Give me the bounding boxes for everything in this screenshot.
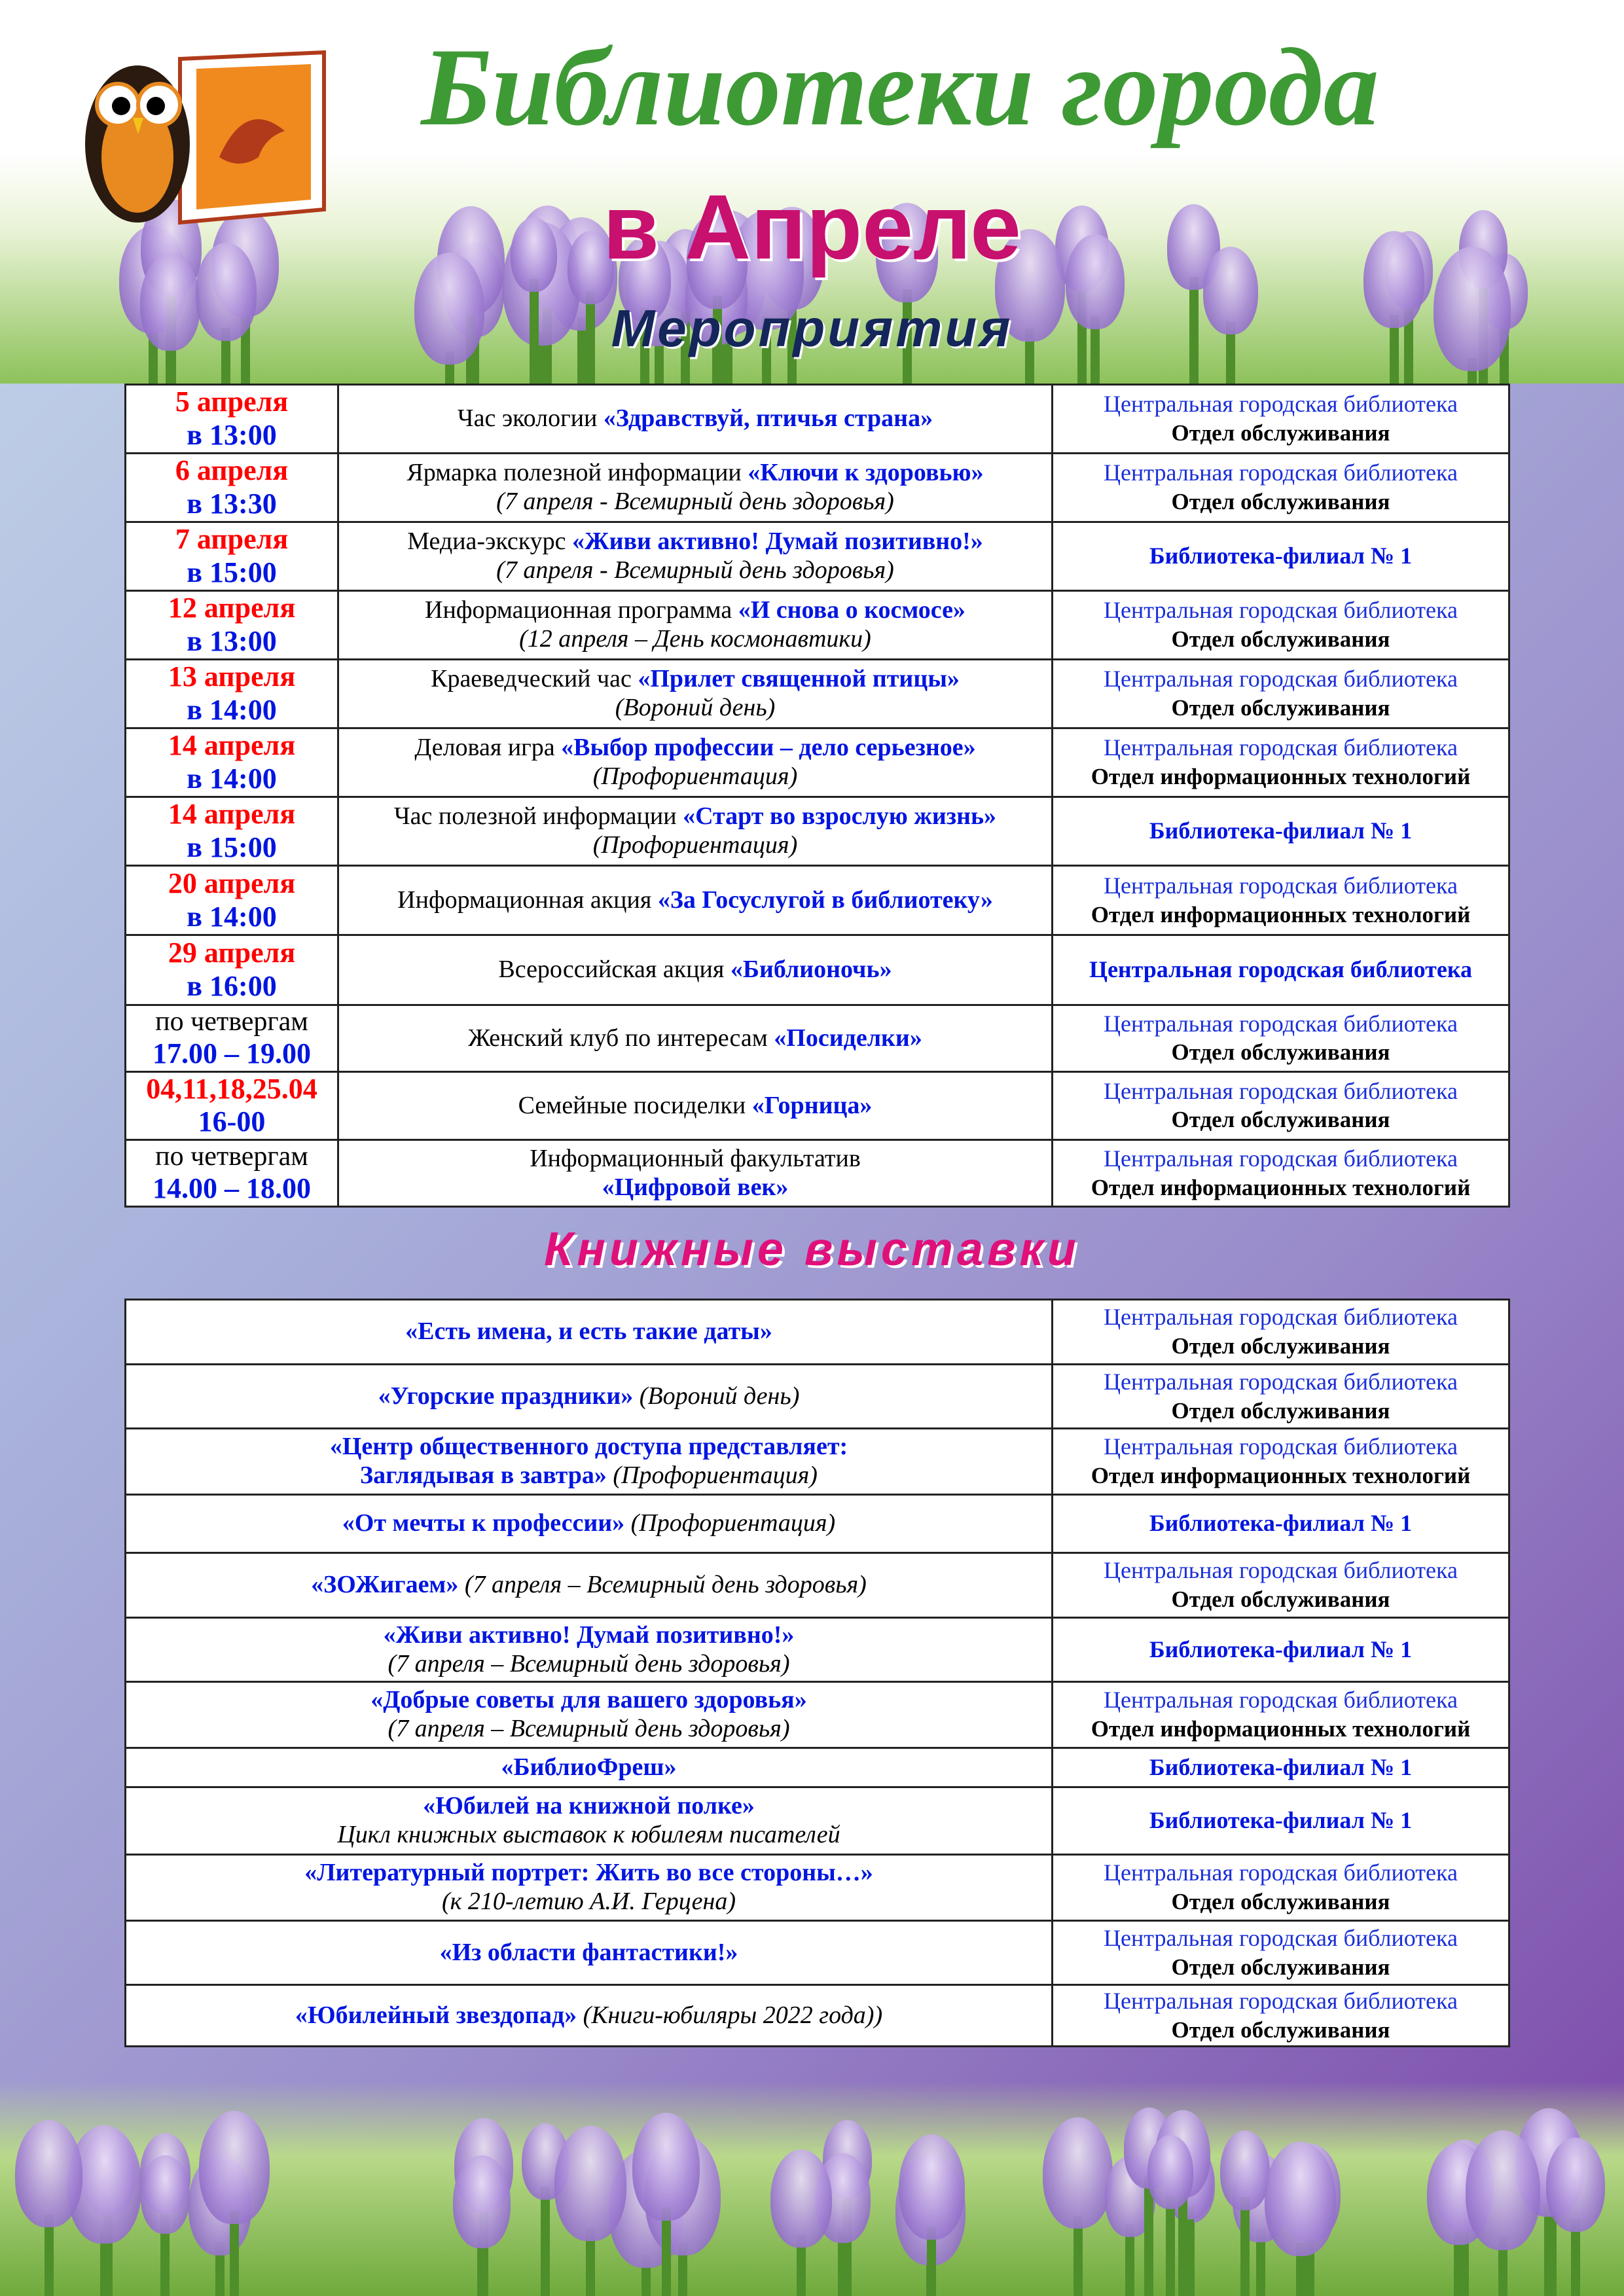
department-name: Отдел обслуживания [1171,1397,1390,1424]
event-cell [338,1005,1053,1072]
event-type: Час экологии [457,404,604,433]
location-cell [1053,454,1509,522]
event-time: 17.00 – 19.00 [153,1037,311,1070]
exhibition-name: «Юбилейный звездопад» [295,2001,577,2029]
event-cell [338,728,1053,797]
exhibition-name: «ЗОЖигаем» [311,1571,459,1599]
exhibition-name: «Юбилей на книжной полке» [423,1792,755,1820]
exhibition-note: (Профориентация) [624,1509,836,1537]
event-type: Информационная акция [397,886,658,914]
crocus-flower [1220,2130,1270,2210]
library-name: Центральная городская библиотека [1104,1987,1458,2014]
event-note: (12 апреля – День космонавтики) [519,625,871,653]
event-name: «Посиделки» [774,1024,922,1052]
exhibition-name: «БиблиоФреш» [501,1753,677,1781]
event-date: по четвергам [155,1007,308,1037]
event-date: 5 апреля [175,386,289,418]
date-cell [126,1140,338,1207]
event-cell [338,1140,1053,1207]
exhibition-note: (7 апреля – Всемирный день здоровья) [388,1715,790,1742]
exhibition-note: Цикл книжных выставок к юбилеям писателей [337,1821,840,1848]
exhibition-cell [126,1921,1053,1985]
event-type: Деловая игра [414,734,562,762]
event-time: в 13:30 [187,488,277,520]
event-name: «Горница» [751,1091,873,1119]
date-cell [126,591,338,660]
event-row [126,866,1509,935]
event-type: Всероссийская акция [498,956,731,984]
library-name: Центральная городская библиотека [1104,1924,1458,1951]
exhibition-name: «Центр общественного доступа представляет: [329,1433,848,1461]
exhibition-cell [126,1618,1053,1682]
exhibition-name: «Литературный портрет: Жить во все стороны…» [304,1859,873,1887]
location-cell [1053,522,1509,591]
event-cell [338,797,1053,866]
exhibition-cell [126,1787,1053,1855]
event-name: «За Госуслугой в библиотеку» [657,886,993,914]
library-name: Центральная городская библиотека [1104,1368,1458,1395]
event-name: «Библионочь» [730,956,892,984]
library-name: Центральная городская библиотека [1089,956,1473,983]
exhibition-cell [126,1495,1053,1553]
event-type: Краеведческий час [431,665,638,693]
event-date: 6 апреля [175,454,289,487]
flower-stem [662,2208,671,2296]
crocus-flower [15,2120,82,2228]
exhibition-cell [126,1365,1053,1429]
exhibition-row [126,1855,1509,1921]
event-name: «Цифровой век» [602,1173,789,1201]
event-row [126,935,1509,1005]
event-row [126,454,1509,522]
exhibition-name: «Живи активно! Думай позитивно!» [383,1621,795,1649]
library-name: Центральная городская библиотека [1104,734,1458,761]
section-title-exhibitions: Книжные выставки [544,1223,1080,1276]
event-date: 20 апреля [168,867,296,899]
exhibition-row [126,1495,1509,1553]
flower-stem [1240,2197,1250,2296]
department-name: Отдел обслуживания [1171,626,1390,652]
event-note: (Вороний день) [615,694,776,721]
event-date: 13 апреля [168,660,296,693]
event-name: «Ключи к здоровью» [748,459,984,487]
library-name: Библиотека-филиал № 1 [1149,1636,1413,1662]
crocus-flower [1546,2138,1604,2231]
date-cell [126,1005,338,1072]
event-cell [338,866,1053,935]
event-note: (7 апреля - Всемирный день здоровья) [496,488,894,515]
date-cell [126,935,338,1005]
location-cell [1053,728,1509,797]
date-cell [126,522,338,591]
crocus-flower [1265,2142,1336,2256]
poster-subtitle: в Апреле [603,175,1021,278]
library-name: Центральная городская библиотека [1104,872,1458,899]
event-name: «Выбор профессии – дело серьезное» [561,734,976,762]
crocus-flower [1147,2135,1193,2209]
events-table [124,384,1510,1208]
location-cell [1053,385,1509,454]
flower-stem [541,2187,550,2296]
location-cell [1053,1005,1509,1072]
library-name: Центральная городская библиотека [1104,1859,1458,1886]
department-name: Отдел информационных технологий [1091,1463,1471,1488]
exhibition-cell [126,1300,1053,1365]
event-name: «Старт во взрослую жизнь» [683,802,997,831]
exhibition-name: «Добрые советы для вашего здоровья» [370,1686,807,1714]
flower-stem [1166,2196,1175,2296]
exhibition-row [126,1429,1509,1495]
exhibition-cell [126,1748,1053,1787]
location-cell [1053,1365,1509,1429]
event-time: в 15:00 [187,556,277,588]
crocus-flower [199,2111,270,2224]
library-name: Библиотека-филиал № 1 [1149,1510,1413,1537]
library-name: Центральная городская библиотека [1104,1010,1458,1037]
department-name: Отдел информационных технологий [1091,901,1471,927]
library-name: Центральная городская библиотека [1104,1145,1458,1172]
event-date: 7 апреля [175,523,289,556]
department-name: Отдел информационных технологий [1091,764,1471,789]
exhibition-name: «От мечты к профессии» [342,1509,625,1537]
department-name: Отдел обслуживания [1171,1587,1390,1612]
library-name: Центральная городская библиотека [1104,666,1458,692]
location-cell [1053,1618,1509,1682]
crocus-flower [632,2113,700,2221]
crocus-flower [453,2155,511,2248]
event-time: в 13:00 [187,419,277,451]
event-name: «И снова о космосе» [738,596,965,624]
library-name: Центральная городская библиотека [1104,1433,1458,1460]
event-cell [338,454,1053,522]
exhibition-note: (7 апреля – Всемирный день здоровья) [388,1649,790,1677]
exhibition-row [126,1748,1509,1787]
crocus-flower [1466,2130,1540,2250]
crocus-flower [141,2155,190,2234]
library-name: Центральная городская библиотека [1104,459,1458,486]
event-type: Информационная программа [425,596,738,624]
location-cell [1053,1985,1509,2047]
library-name: Центральная городская библиотека [1104,1687,1458,1713]
event-date: по четвергам [155,1141,308,1172]
event-time: в 16:00 [187,970,277,1002]
exhibition-cell [126,1682,1053,1748]
event-time: 16-00 [198,1105,266,1138]
crocus-flower [1043,2117,1113,2229]
event-cell [338,935,1053,1005]
location-cell [1053,797,1509,866]
location-cell [1053,1300,1509,1365]
event-date: 14 апреля [168,729,296,762]
event-row [126,1005,1509,1072]
event-time: 14.00 – 18.00 [153,1172,311,1205]
event-note: (Профориентация) [592,762,798,790]
library-name: Библиотека-филиал № 1 [1149,1753,1413,1780]
exhibition-row [126,1365,1509,1429]
event-cell [338,522,1053,591]
exhibition-row [126,1300,1509,1365]
exhibition-name: «Угорские праздники» [378,1382,634,1410]
event-time: в 14:00 [187,900,277,933]
event-date: 12 апреля [168,592,296,624]
exhibition-note: (к 210-летию А.И. Герцена) [441,1888,736,1915]
exhibition-row [126,1682,1509,1748]
exhibition-row [126,1985,1509,2047]
crocus-flower [899,2134,965,2240]
event-cell [338,660,1053,728]
event-row [126,797,1509,866]
date-cell [126,797,338,866]
exhibitions-table [124,1299,1510,2047]
event-note: (7 апреля - Всемирный день здоровья) [496,556,894,584]
library-name: Библиотека-филиал № 1 [1149,1807,1413,1834]
exhibition-name: Заглядывая в завтра» [360,1462,607,1489]
library-name: Центральная городская библиотека [1104,1557,1458,1584]
department-name: Отдел информационных технологий [1091,1174,1471,1200]
department-name: Отдел обслуживания [1171,2017,1390,2043]
location-cell [1053,1855,1509,1921]
location-cell [1053,1682,1509,1748]
exhibition-name: «Из области фантастики!» [439,1938,738,1966]
exhibition-note: (Профориентация) [606,1462,818,1489]
library-name: Центральная городская библиотека [1104,1304,1458,1331]
exhibition-row [126,1921,1509,1985]
location-cell [1053,591,1509,660]
exhibition-cell [126,1429,1053,1495]
footer-flower-banner [0,2081,1624,2296]
location-cell [1053,866,1509,935]
crocus-flower [770,2149,832,2248]
event-cell [338,385,1053,454]
event-type: Ярмарка полезной информации [406,459,748,487]
event-name: «Здравствуй, птичья страна» [603,404,933,433]
event-type: Информационный факультатив [530,1144,861,1172]
location-cell [1053,1921,1509,1985]
library-name: Библиотека-филиал № 1 [1149,817,1413,844]
location-cell [1053,1140,1509,1207]
event-cell [338,1071,1053,1139]
date-cell [126,385,338,454]
event-time: в 14:00 [187,762,277,795]
event-time: в 13:00 [187,625,277,657]
exhibition-row [126,1787,1509,1855]
location-cell [1053,1553,1509,1618]
department-name: Отдел обслуживания [1171,695,1390,721]
event-time: в 15:00 [187,831,277,863]
location-cell [1053,1429,1509,1495]
date-cell [126,728,338,797]
department-name: Отдел обслуживания [1171,1039,1390,1066]
event-type: Медиа-экскурс [407,528,573,556]
location-cell [1053,1787,1509,1855]
event-type: Женский клуб по интересам [468,1024,774,1052]
event-row [126,1071,1509,1139]
library-name: Библиотека-филиал № 1 [1149,543,1413,569]
date-cell [126,454,338,522]
event-date: 29 апреля [168,937,296,969]
event-name: «Живи активно! Думай позитивно!» [572,528,983,556]
department-name: Отдел обслуживания [1171,1107,1390,1133]
exhibition-cell [126,1855,1053,1921]
exhibition-row [126,1553,1509,1618]
event-cell [338,591,1053,660]
date-cell [126,660,338,728]
exhibition-note: (Вороний день) [633,1382,800,1410]
event-note: (Профориентация) [592,831,798,859]
exhibition-note: (7 апреля – Всемирный день здоровья) [458,1571,867,1599]
department-name: Отдел обслуживания [1171,1333,1390,1359]
event-name: «Прилет священной птицы» [638,665,960,693]
location-cell [1053,935,1509,1005]
event-row [126,660,1509,728]
crocus-flower [554,2126,626,2241]
date-cell [126,1071,338,1139]
event-type: Семейные посиделки [518,1091,752,1119]
event-date: 14 апреля [168,798,296,831]
exhibition-name: «Есть имена, и есть такие даты» [405,1318,772,1346]
department-name: Отдел обслуживания [1171,1889,1390,1914]
library-name: Центральная городская библиотека [1104,597,1458,624]
exhibition-cell [126,1553,1053,1618]
location-cell [1053,660,1509,728]
department-name: Отдел обслуживания [1171,489,1390,514]
poster-title: Библиотеки города [421,26,1379,149]
event-row [126,522,1509,591]
event-type: Час полезной информации [393,802,683,831]
event-row [126,728,1509,797]
exhibition-cell [126,1985,1053,2047]
location-cell [1053,1495,1509,1553]
event-time: в 14:00 [187,694,277,726]
location-cell [1053,1071,1509,1139]
exhibition-row [126,1618,1509,1682]
event-row [126,385,1509,454]
event-date: 04,11,18,25.04 [146,1072,317,1105]
event-row [126,1140,1509,1207]
department-name: Отдел информационных технологий [1091,1716,1471,1742]
department-name: Отдел обслуживания [1171,420,1390,446]
event-row [126,591,1509,660]
library-name: Центральная городская библиотека [1104,391,1458,418]
exhibition-note: (Книги-юбиляры 2022 года)) [577,2001,883,2029]
department-name: Отдел обслуживания [1171,1954,1390,1980]
library-name: Центральная городская библиотека [1104,1077,1458,1104]
date-cell [126,866,338,935]
location-cell [1053,1748,1509,1787]
section-title-events: Мероприятия [611,299,1013,357]
